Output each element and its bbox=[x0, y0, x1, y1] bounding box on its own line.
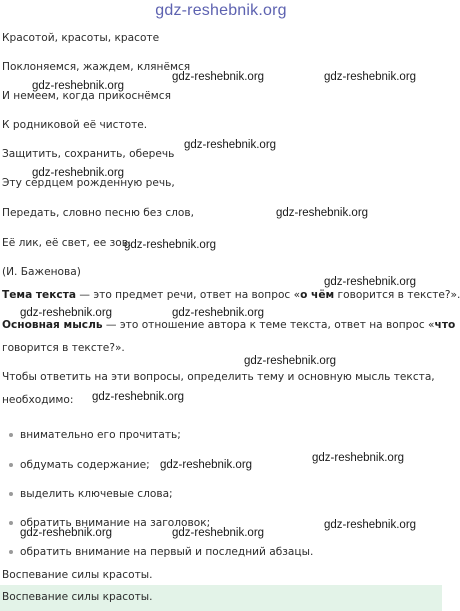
poem-line-2: Поклоняемся, жаждем, клянёмся bbox=[2, 61, 191, 73]
theme-text-1: — это предмет речи, ответ на вопрос « bbox=[76, 289, 301, 301]
poem-line-7: Передать, словно песню без слов, bbox=[2, 207, 195, 219]
step-item-4: обратить внимание на заголовок; bbox=[20, 517, 211, 529]
watermark: gdz-reshebnik.org bbox=[92, 391, 185, 403]
step-item-5: обратить внимание на первый и последний абзацы. bbox=[20, 546, 314, 558]
idea-term: Основная мысль bbox=[2, 319, 103, 331]
watermark: gdz-reshebnik.org bbox=[172, 71, 265, 83]
watermark: gdz-reshebnik.org bbox=[324, 276, 417, 288]
answer-highlight-bar bbox=[0, 585, 442, 611]
watermark: gdz-reshebnik.org bbox=[20, 527, 113, 539]
instructions-line-2: необходимо: bbox=[2, 394, 74, 406]
step-item-1: внимательно его прочитать; bbox=[20, 429, 181, 441]
idea-definition bbox=[2, 318, 455, 332]
poem-author: (И. Баженова) bbox=[2, 266, 81, 278]
theme-question-bold: о чём bbox=[300, 289, 335, 301]
poem-line-1: Красотой, красоты, красоте bbox=[2, 32, 160, 44]
instructions-line-1: Чтобы ответить на эти вопросы, определить тему и основную мысль текста, bbox=[2, 371, 435, 383]
watermark: gdz-reshebnik.org bbox=[184, 139, 277, 151]
watermark: gdz-reshebnik.org bbox=[32, 167, 125, 179]
watermark: gdz-reshebnik.org bbox=[244, 355, 337, 367]
idea-text-1: — это отношение автора к теме текста, ответ на вопрос « bbox=[102, 319, 435, 331]
watermark: gdz-reshebnik.org bbox=[20, 307, 113, 319]
watermark: gdz-reshebnik.org bbox=[172, 527, 265, 539]
poem-line-5: Защитить, сохранить, оберечь bbox=[2, 148, 175, 160]
poem-line-4: К родниковой её чистоте. bbox=[2, 119, 148, 131]
watermark: gdz-reshebnik.org bbox=[276, 207, 369, 219]
theme-definition bbox=[2, 288, 460, 302]
watermark: gdz-reshebnik.org bbox=[324, 71, 417, 83]
watermark: gdz-reshebnik.org bbox=[124, 239, 217, 251]
site-header: gdz-reshebnik.org bbox=[155, 2, 287, 19]
step-item-3: выделить ключевые слова; bbox=[20, 488, 173, 500]
answer-highlight-text: Воспевание силы красоты. bbox=[2, 591, 153, 603]
poem-line-8: Её лик, её свет, ее зов. bbox=[2, 237, 132, 249]
watermark: gdz-reshebnik.org bbox=[160, 459, 253, 471]
poem-line-6: Эту сердцем рожденную речь, bbox=[2, 177, 175, 189]
answer-text: Воспевание силы красоты. bbox=[2, 569, 153, 581]
watermark: gdz-reshebnik.org bbox=[32, 80, 125, 92]
theme-text-2: говорится в тексте?». bbox=[334, 289, 460, 301]
idea-question-bold: что bbox=[434, 319, 456, 331]
theme-term: Тема текста bbox=[2, 289, 76, 301]
poem-line-3: И немеем, когда прикоснёмся bbox=[2, 90, 171, 102]
watermark: gdz-reshebnik.org bbox=[172, 307, 265, 319]
idea-definition-line-2: говорится в тексте?». bbox=[2, 342, 125, 354]
step-item-2: обдумать содержание; bbox=[20, 459, 150, 471]
watermark: gdz-reshebnik.org bbox=[324, 519, 417, 531]
watermark: gdz-reshebnik.org bbox=[312, 452, 405, 464]
